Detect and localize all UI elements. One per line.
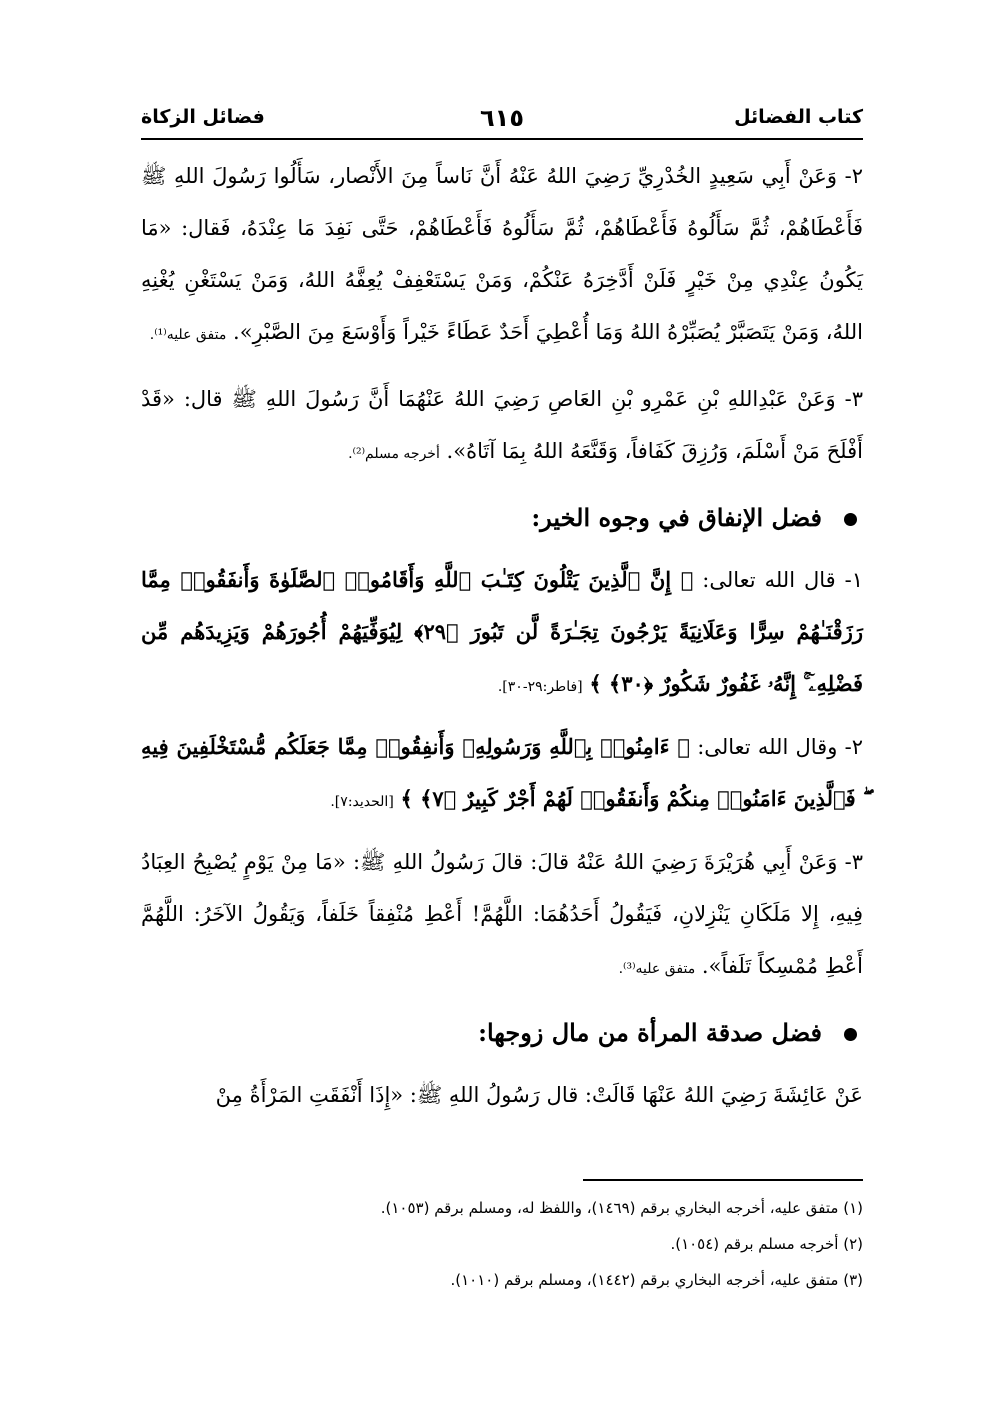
verse-reference: [الحديد:٧]. — [330, 794, 394, 810]
footnote: (٢) أخرجه مسلم برقم (١٠٥٤). — [670, 1235, 863, 1253]
main-text — [141, 150, 863, 1133]
chapter-title: فضائل الزكاة — [141, 106, 265, 128]
verse-paragraph — [141, 721, 863, 828]
page-number: ٦١٥ — [480, 104, 524, 132]
header-divider — [141, 138, 863, 140]
footnotes — [141, 1190, 863, 1298]
hadith-paragraph — [141, 836, 863, 995]
hadith-paragraph — [141, 150, 863, 361]
quran-verse: ﴿ إِنَّ ٱلَّذِينَ يَتْلُونَ كِتَـٰبَ ٱللَّهِ وَأَقَامُوا۟ ٱلصَّلَوٰةَ وَأَنفَقُوا۟ مِمَّا رَزَقْنَـٰهُمْ سِرًّا وَعَلَانِيَةً يَرْجُونَ تِجَـٰرَةً لَّن تَبُورَ ﴿٢٩﴾ لِيُوَفِّيَهُمْ أُجُورَهُمْ وَيَزِيدَهُم مِّن فَضْلِهِۦٓ ۚ إِنَّهُۥ غَفُورٌ شَكُورٌ ﴿٣٠﴾ ﴾ — [141, 567, 863, 696]
bullet-icon — [844, 513, 857, 526]
verse-paragraph — [141, 554, 863, 713]
hadith-text: ٣- وَعَنْ أَبِي هُرَيْرَةَ رَضِيَ اللهُ عَنْهُ قالَ: قالَ رَسُولُ اللهِ ﷺ: «مَا مِنْ يَوْمٍ يُصْبِحُ العِبَادُ فِيهِ، إِلا مَلَكَانِ يَنْزِلانِ، فَيَقُولُ أَحَدُهُمَا: اللَّهُمَّ! أَعْطِ مُنْفِقاً خَلَفاً، وَيَقُولُ الآخَرُ: اللَّهُمَّ أَعْطِ مُمْسِكاً تَلَفاً». — [141, 850, 863, 978]
book-title: كتاب الفضائل — [734, 106, 863, 128]
hadith-text: عَنْ عَائِشَةَ رَضِيَ اللهُ عَنْهَا قَالَتْ: قال رَسُولُ اللهِ ﷺ: «إِذَا أَنْفَقَتِ المَرْأَةُ مِنْ — [215, 1083, 863, 1107]
footnote-divider — [583, 1179, 863, 1181]
verse-intro: ٢- وقال الله تعالى: — [697, 735, 863, 759]
hadith-paragraph — [141, 1069, 863, 1121]
quran-verse: ﴿ ءَامِنُوا۟ بِٱللَّهِ وَرَسُولِهِۦ وَأَنفِقُوا۟ مِمَّا جَعَلَكُم مُّسْتَخْلَفِينَ فِيهِ ۖ فَٱلَّذِينَ ءَامَنُوا۟ مِنكُمْ وَأَنفَقُوا۟ لَهُمْ أَجْرٌ كَبِيرٌ ﴿٧﴾ ﴾ — [141, 734, 863, 811]
section-heading: فضل الإنفاق في وجوه الخير: — [141, 492, 863, 544]
footnote: (٣) متفق عليه، أخرجه البخاري برقم (١٤٤٢)، ومسلم برقم (١٠١٠). — [450, 1271, 863, 1289]
hadith-text: ٣- وَعَنْ عَبْدِاللهِ بْنِ عَمْرِو بْنِ العَاصِ رَضِيَ اللهُ عَنْهُمَا أَنَّ رَسُولَ اللهِ ﷺ قال: «قَدْ أَفْلَحَ مَنْ أَسْلَمَ، وَرُزِقَ كَفَافاً، وَقَنَّعَهُ اللهُ بِمَا آتَاهُ». — [141, 387, 863, 463]
hadith-source: أخرجه مسلم⁽²⁾. — [348, 446, 440, 462]
running-header — [141, 106, 863, 136]
bullet-icon — [844, 1028, 857, 1041]
verse-intro: ١- قال الله تعالى: — [702, 568, 863, 592]
footnote: (١) متفق عليه، أخرجه البخاري برقم (١٤٦٩)، واللفظ له، ومسلم برقم (١٠٥٣). — [380, 1199, 863, 1217]
section-heading: فضل صدقة المرأة من مال زوجها: — [141, 1007, 863, 1059]
verse-reference: [فاطر:٢٩-٣٠]. — [497, 679, 583, 695]
hadith-paragraph — [141, 373, 863, 480]
hadith-text: ٢- وَعَنْ أَبِي سَعِيدٍ الخُدْرِيِّ رَضِيَ اللهُ عَنْهُ أَنَّ نَاساً مِنَ الأَنْصار، سَأَلُوا رَسُولَ اللهِ ﷺ فَأَعْطَاهُمْ، ثُمَّ سَأَلُوهُ فَأَعْطَاهُمْ، ثُمَّ سَأَلُوهُ فَأَعْطَاهُمْ، حَتَّى نَفِدَ مَا عِنْدَهُ، فَقال: «مَا يَكُونُ عِنْدِي مِنْ خَيْرٍ فَلَنْ أَدَّخِرَهُ عَنْكُمْ، وَمَنْ يَسْتَعْفِفْ يُعِفَّهُ اللهُ، وَمَنْ يَسْتَغْنِ يُغْنِهِ اللهُ، وَمَنْ يَتَصَبَّرْ يُصَبِّرْهُ اللهُ وَمَا أُعْطِيَ أَحَدٌ عَطَاءً خَيْراً وَأَوْسَعَ مِنَ الصَّبْرِ». — [141, 164, 863, 344]
hadith-source: متفق عليه⁽¹⁾. — [149, 327, 227, 343]
hadith-source: متفق عليه⁽³⁾. — [618, 961, 696, 977]
